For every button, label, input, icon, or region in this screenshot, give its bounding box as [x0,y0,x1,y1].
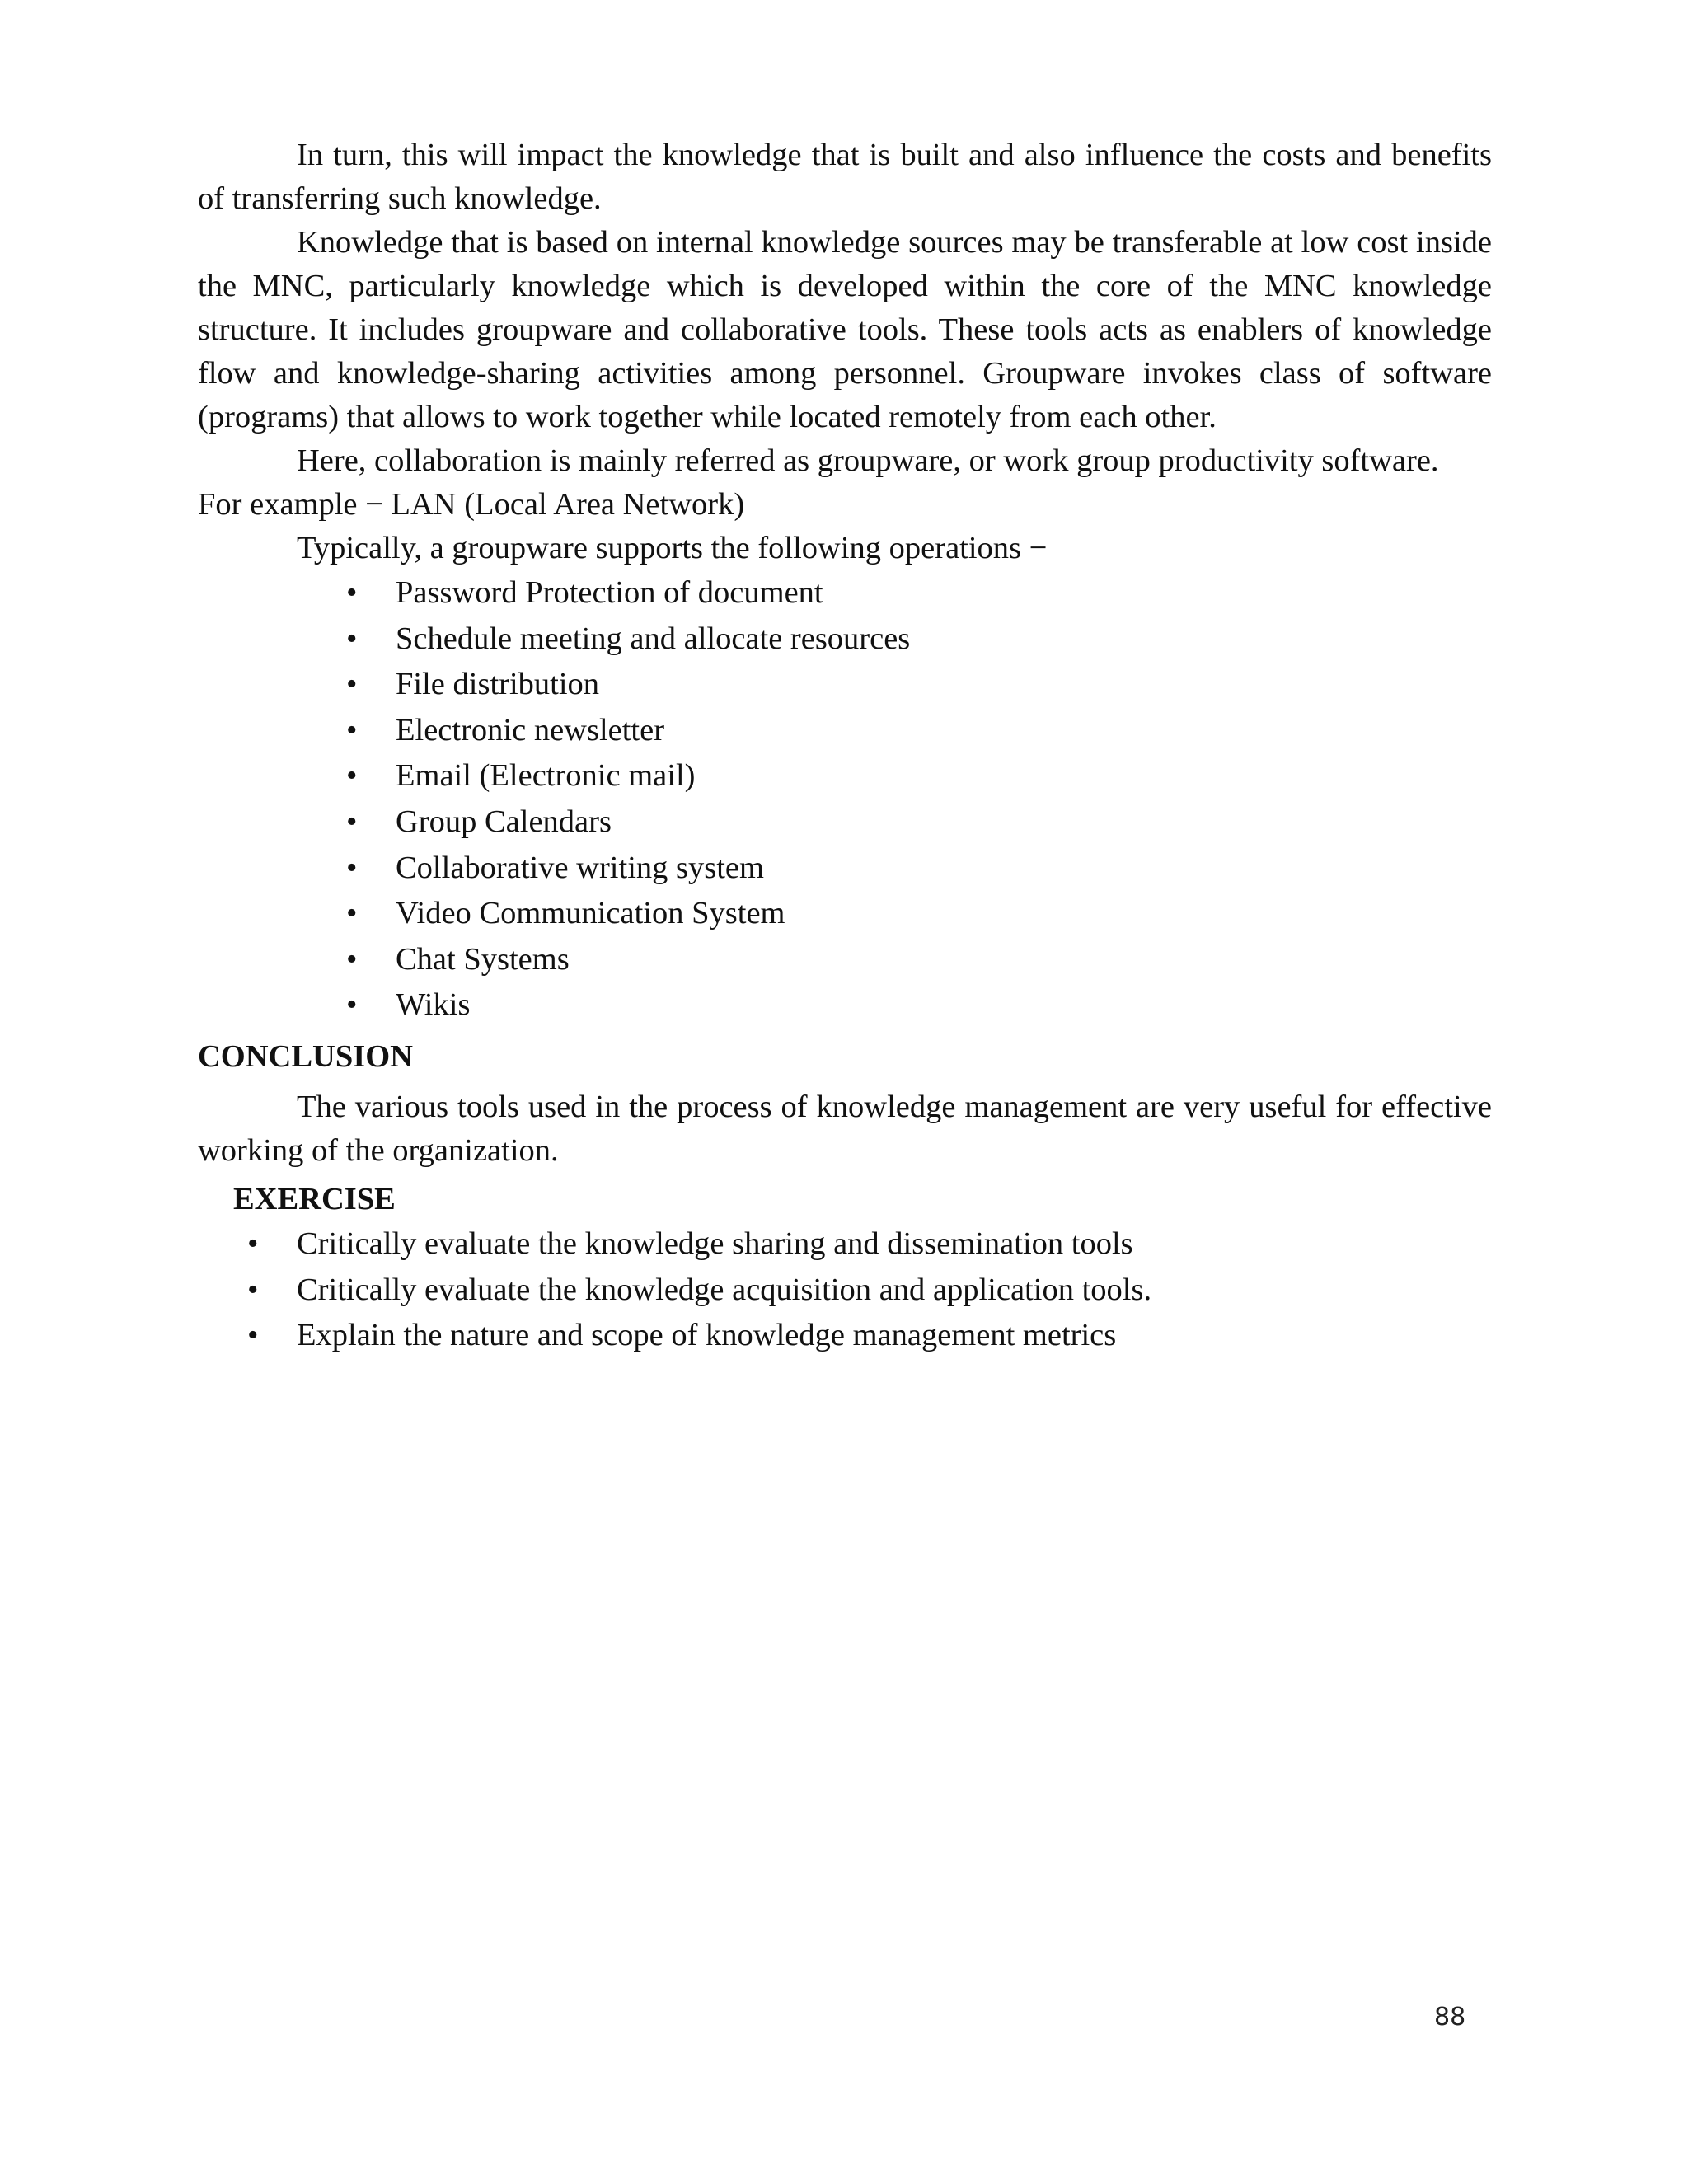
list-item [346,753,1492,799]
list-item [346,570,1492,616]
bullet-icon: • [346,667,358,702]
list-item-text: Collaborative writing system [396,850,764,885]
list-item [346,846,1492,892]
list-item [247,1268,1492,1314]
exercise-heading: EXERCISE [233,1181,396,1216]
list-item [346,616,1492,663]
paragraph-collaboration: Here, collaboration is mainly referred as groupware, or work group productivity software. [297,443,1439,478]
operations-list [198,570,1492,1029]
bullet-icon: • [247,1272,259,1307]
bullet-icon: • [346,575,358,610]
bullet-icon: • [346,850,358,885]
list-item-text: Critically evaluate the knowledge sharing and dissemination tools [297,1226,1133,1261]
list-item [247,1221,1492,1268]
paragraph-impact: In turn, this will impact the knowledge that is built and also influence the costs and benefits of transferring such knowledge. [198,138,1492,216]
list-item [346,891,1492,937]
bullet-icon: • [346,804,358,839]
list-item-text: Email (Electronic mail) [396,758,696,794]
list-item-text: Password Protection of document [396,575,823,610]
page-number: 88 [1434,2003,1466,2032]
bullet-icon: • [346,896,358,931]
bullet-icon: • [247,1318,259,1353]
list-item-text: Critically evaluate the knowledge acquisition and application tools. [297,1272,1152,1307]
bullet-icon: • [346,758,358,794]
list-item [247,1313,1492,1359]
bullet-icon: • [346,941,358,977]
paragraph-operations-intro: Typically, a groupware supports the following operations − [297,531,1048,565]
bullet-icon: • [247,1226,259,1261]
list-item-text: Group Calendars [396,804,612,839]
list-item-text: Electronic newsletter [396,712,665,748]
list-item-text: Explain the nature and scope of knowledge management metrics [297,1318,1117,1353]
page-content [198,134,1492,1359]
paragraph-example: For example − LAN (Local Area Network) [198,487,745,522]
list-item-text: Schedule meeting and allocate resources [396,621,911,656]
bullet-icon: • [346,987,358,1023]
bullet-icon: • [346,621,358,656]
list-item-text: Wikis [396,987,471,1023]
list-item [346,708,1492,754]
list-item [346,799,1492,846]
list-item-text: Video Communication System [396,896,785,931]
list-item [346,982,1492,1029]
list-item [346,937,1492,983]
bullet-icon: • [346,712,358,748]
list-item [346,662,1492,708]
list-item-text: Chat Systems [396,941,570,977]
paragraph-internal-knowledge: Knowledge that is based on internal knowledge sources may be transferable at low cost inside the MNC, particularly knowledge which is developed within the core of the MNC knowledge structure. It includes groupware and collaborative tools. These tools acts as enablers of knowledge flow and knowledge-sharing activities among personnel. Groupware invokes class of software (programs) that allows to work together while located remotely from each other. [198,225,1492,434]
conclusion-heading: CONCLUSION [198,1038,413,1074]
conclusion-paragraph: The various tools used in the process of knowledge management are very useful for effective working of the organization. [198,1089,1492,1168]
exercise-list [198,1221,1492,1359]
list-item-text: File distribution [396,667,600,702]
